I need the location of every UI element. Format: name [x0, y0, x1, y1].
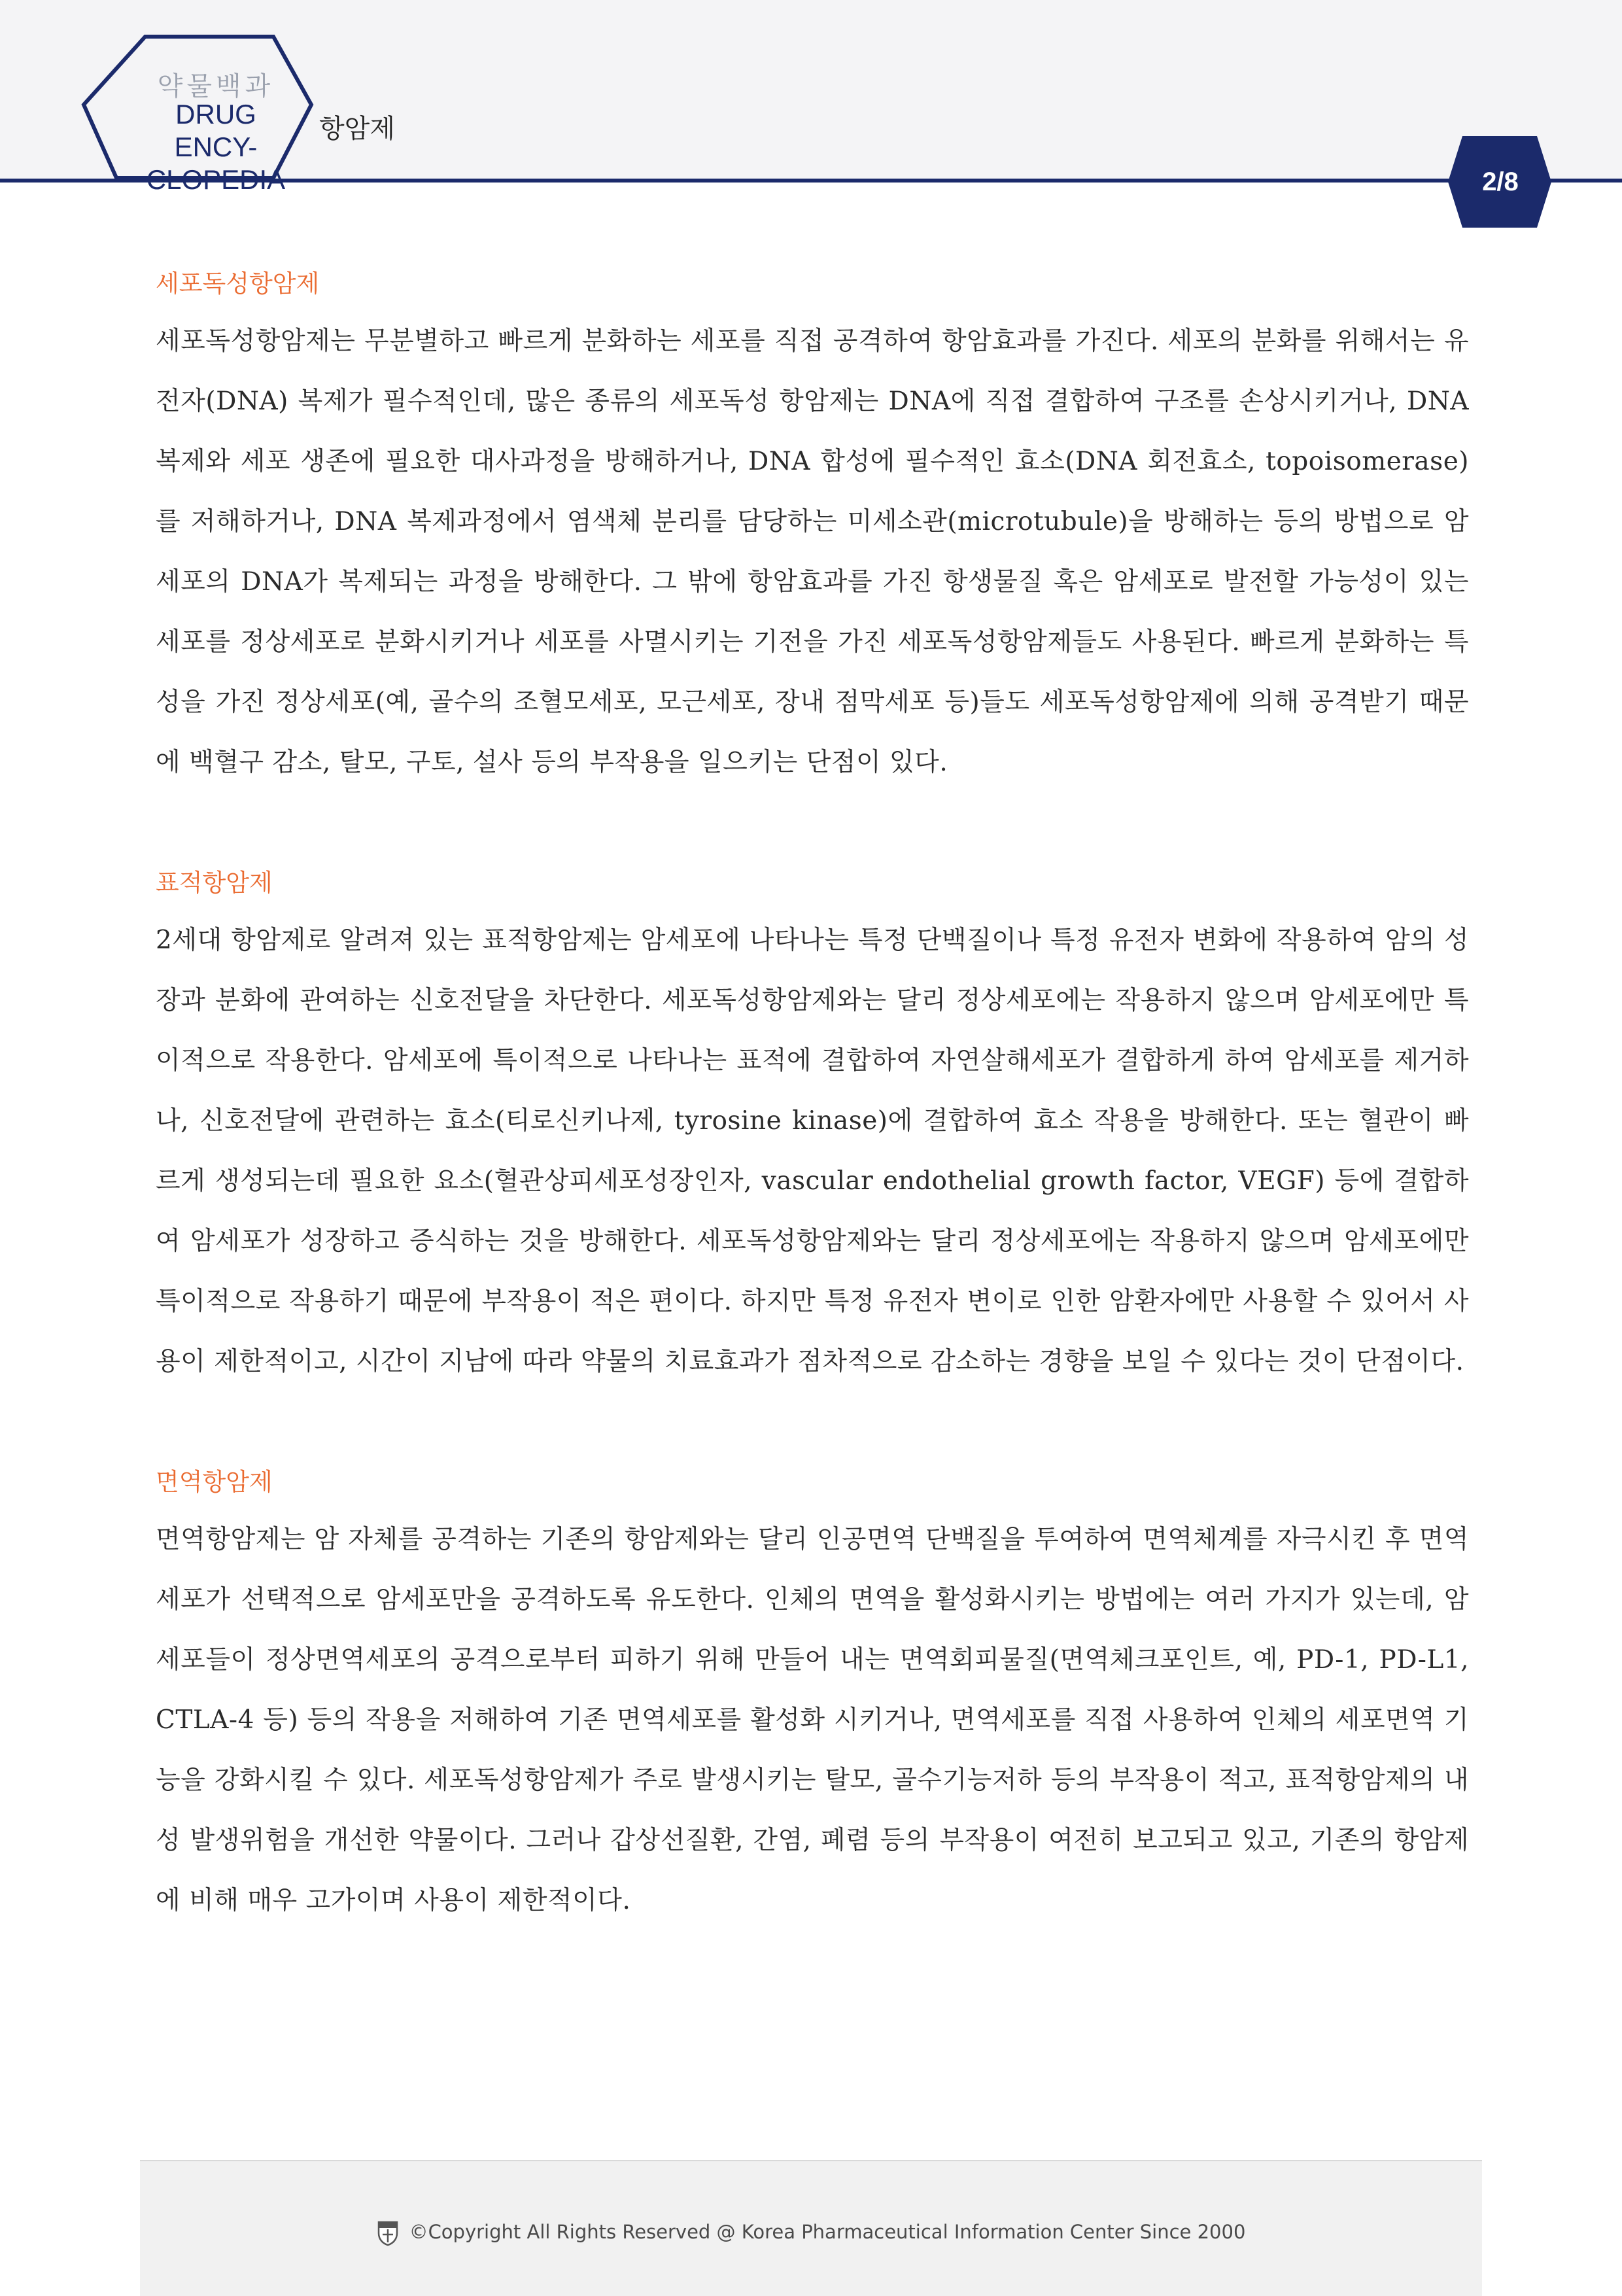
copyright-text: ©Copyright All Rights Reserved @ Korea Pharmaceutical Information Center Since 2000	[409, 2221, 1246, 2243]
main-content	[156, 256, 1469, 1994]
section-title: 표적항암제	[156, 869, 273, 897]
footer	[140, 2160, 1482, 2296]
category-title: 항암제	[319, 114, 395, 144]
crest-icon	[377, 2220, 399, 2246]
section-targeted	[156, 856, 1469, 1392]
logo-english-line1: DRUG ENCY-	[174, 99, 258, 162]
section-immuno	[156, 1455, 1469, 1931]
logo-english-line2: CLOPEDIA	[146, 164, 286, 195]
section-cytotoxic	[156, 256, 1469, 793]
logo-english	[131, 98, 301, 196]
section-title: 면역항암제	[156, 1468, 273, 1496]
section-title: 세포독성항암제	[156, 270, 320, 298]
section-body: 세포독성항암제는 무분별하고 빠르게 분화하는 세포를 직접 공격하여 항암효과를 가진다. 세포의 분화를 위해서는 유전자(DNA) 복제가 필수적인데, 많은 종류의 세포독성 항암제는 DNA에 직접 결합하여 구조를 손상시키거나, DNA 복제와 세포 생존에 필요한 대사과정을 방해하거나, DNA 합성에 필수적인 효소(DNA 회전효소, topoisomerase)를 저해하거나, DNA 복제과정에서 염색체 분리를 담당하는 미세소관(microtubule)을 방해하는 등의 방법으로 암세포의 DNA가 복제되는 과정을 방해한다. 그 밖에 항암효과를 가진 항생물질 혹은 암세포로 발전할 가능성이 있는 세포를 정상세포로 분화시키거나 세포를 사멸시키는 기전을 가진 세포독성항암제들도 사용된다. 빠르게 분화하는 특성을 가진 정상세포(예, 골수의 조혈모세포, 모근세포, 장내 점막세포 등)들도 세포독성항암제에 의해 공격받기 때문에 백혈구 감소, 탈모, 구토, 설사 등의 부작용을 일으키는 단점이 있다.	[156, 326, 1469, 777]
page-indicator: 2/8	[1482, 167, 1519, 196]
section-body: 면역항암제는 암 자체를 공격하는 기존의 항암제와는 달리 인공면역 단백질을 투여하여 면역체계를 자극시킨 후 면역세포가 선택적으로 암세포만을 공격하도록 유도한다. 인체의 면역을 활성화시키는 방법에는 여러 가지가 있는데, 암세포들이 정상면역세포의 공격으로부터 피하기 위해 만들어 내는 면역회피물질(면역체크포인트, 예, PD-1, PD-L1, CTLA-4 등) 등의 작용을 저해하여 기존 면역세포를 활성화 시키거나, 면역세포를 직접 사용하여 인체의 세포면역 기능을 강화시킬 수 있다. 세포독성항암제가 주로 발생시키는 탈모, 골수기능저하 등의 부작용이 적고, 표적항암제의 내성 발생위험을 개선한 약물이다. 그러나 갑상선질환, 간염, 폐렴 등의 부작용이 여전히 보고되고 있고, 기존의 항암제에 비해 매우 고가이며 사용이 제한적이다.	[156, 1525, 1469, 1915]
logo-korean: 약물백과	[157, 71, 275, 101]
section-body: 2세대 항암제로 알려져 있는 표적항암제는 암세포에 나타나는 특정 단백질이나 특정 유전자 변화에 작용하여 암의 성장과 분화에 관여하는 신호전달을 차단한다. 세포독성항암제와는 달리 정상세포에는 작용하지 않으며 암세포에만 특이적으로 작용한다. 암세포에 특이적으로 나타나는 표적에 결합하여 자연살해세포가 결합하게 하여 암세포를 제거하나, 신호전달에 관련하는 효소(티로신키나제, tyrosine kinase)에 결합하여 효소 작용을 방해한다. 또는 혈관이 빠르게 생성되는데 필요한 요소(혈관상피세포성장인자, vascular endothelial growth factor, VEGF) 등에 결합하여 암세포가 성장하고 증식하는 것을 방해한다. 세포독성항암제와는 달리 정상세포에는 작용하지 않으며 암세포에만 특이적으로 작용하기 때문에 부작용이 적은 편이다. 하지만 특정 유전자 변이로 인한 암환자에만 사용할 수 있어서 사용이 제한적이고, 시간이 지남에 따라 약물의 치료효과가 점차적으로 감소하는 경향을 보일 수 있다는 것이 단점이다.	[156, 926, 1469, 1376]
footer-line	[140, 2219, 1482, 2246]
